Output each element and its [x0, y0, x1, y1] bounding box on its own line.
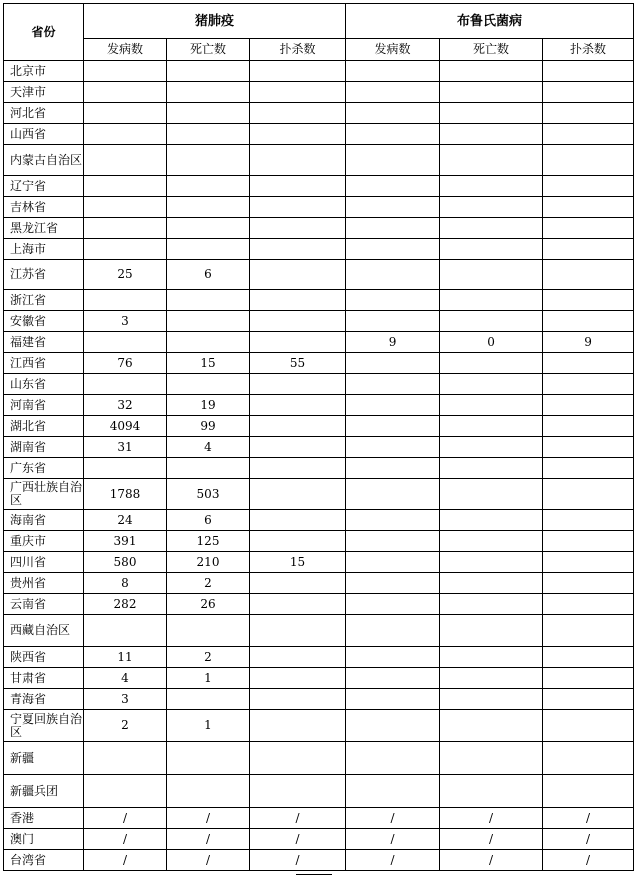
province-cell: 江苏省 — [4, 260, 84, 290]
province-cell: 黑龙江省 — [4, 218, 84, 239]
table-row — [4, 197, 634, 218]
table-row — [4, 850, 634, 871]
table-row — [4, 332, 634, 353]
value-cell — [84, 332, 167, 353]
table-row — [4, 218, 634, 239]
province-cell: 澳门 — [4, 829, 84, 850]
value-cell: / — [250, 829, 346, 850]
value-cell — [84, 458, 167, 479]
province-cell: 青海省 — [4, 689, 84, 710]
value-cell: / — [84, 829, 167, 850]
province-cell: 天津市 — [4, 82, 84, 103]
value-cell: / — [543, 850, 634, 871]
value-cell — [250, 103, 346, 124]
value-cell: / — [440, 850, 543, 871]
value-cell — [346, 176, 440, 197]
sub-header-culled: 扑杀数 — [250, 39, 346, 61]
province-cell: 陕西省 — [4, 647, 84, 668]
value-cell — [167, 176, 250, 197]
value-cell — [543, 353, 634, 374]
value-cell — [543, 710, 634, 742]
province-cell: 台湾省 — [4, 850, 84, 871]
value-cell — [167, 458, 250, 479]
table-row — [4, 808, 634, 829]
value-cell — [346, 290, 440, 311]
value-cell — [167, 61, 250, 82]
table-row — [4, 573, 634, 594]
value-cell: / — [440, 808, 543, 829]
value-cell: / — [543, 829, 634, 850]
table-row — [4, 145, 634, 176]
value-cell — [543, 594, 634, 615]
value-cell — [543, 260, 634, 290]
table-row — [4, 458, 634, 479]
province-cell: 广东省 — [4, 458, 84, 479]
value-cell — [250, 775, 346, 808]
value-cell — [250, 197, 346, 218]
value-cell: 15 — [250, 552, 346, 573]
table-row — [4, 260, 634, 290]
value-cell — [346, 458, 440, 479]
value-cell — [346, 239, 440, 260]
value-cell — [543, 103, 634, 124]
value-cell — [346, 647, 440, 668]
province-cell: 海南省 — [4, 510, 84, 531]
value-cell — [543, 458, 634, 479]
value-cell — [346, 82, 440, 103]
value-cell: / — [346, 829, 440, 850]
value-cell: 15 — [167, 353, 250, 374]
value-cell — [250, 239, 346, 260]
value-cell — [84, 124, 167, 145]
table-row — [4, 510, 634, 531]
province-cell: 贵州省 — [4, 573, 84, 594]
province-cell: 辽宁省 — [4, 176, 84, 197]
table-row — [4, 552, 634, 573]
table-row — [4, 647, 634, 668]
value-cell: 9 — [346, 332, 440, 353]
sub-header-cases: 发病数 — [346, 39, 440, 61]
province-cell: 上海市 — [4, 239, 84, 260]
value-cell — [440, 239, 543, 260]
value-cell — [250, 218, 346, 239]
value-cell — [84, 290, 167, 311]
value-cell — [250, 311, 346, 332]
value-cell — [440, 82, 543, 103]
value-cell — [346, 218, 440, 239]
value-cell — [440, 311, 543, 332]
value-cell — [346, 437, 440, 458]
table-row — [4, 103, 634, 124]
value-cell — [346, 615, 440, 647]
value-cell — [543, 124, 634, 145]
disease-table — [3, 3, 634, 871]
value-cell: 3 — [84, 689, 167, 710]
table-row — [4, 615, 634, 647]
table-row — [4, 82, 634, 103]
value-cell: 9 — [543, 332, 634, 353]
value-cell — [84, 197, 167, 218]
value-cell — [543, 689, 634, 710]
value-cell — [543, 145, 634, 176]
value-cell — [440, 615, 543, 647]
value-cell — [440, 145, 543, 176]
value-cell — [543, 775, 634, 808]
value-cell — [346, 374, 440, 395]
value-cell: / — [84, 808, 167, 829]
value-cell: / — [250, 850, 346, 871]
value-cell — [440, 374, 543, 395]
province-cell: 新疆兵团 — [4, 775, 84, 808]
value-cell: 3 — [84, 311, 167, 332]
value-cell — [84, 176, 167, 197]
value-cell: 503 — [167, 479, 250, 510]
value-cell — [167, 218, 250, 239]
value-cell — [440, 176, 543, 197]
value-cell: / — [167, 808, 250, 829]
value-cell — [440, 61, 543, 82]
table-row — [4, 416, 634, 437]
province-cell: 福建省 — [4, 332, 84, 353]
value-cell — [440, 416, 543, 437]
value-cell: 6 — [167, 510, 250, 531]
value-cell — [440, 510, 543, 531]
value-cell — [250, 668, 346, 689]
value-cell: 4 — [167, 437, 250, 458]
value-cell: / — [543, 808, 634, 829]
value-cell — [440, 775, 543, 808]
table-row — [4, 594, 634, 615]
value-cell: / — [84, 850, 167, 871]
value-cell — [250, 647, 346, 668]
value-cell — [84, 103, 167, 124]
value-cell — [440, 197, 543, 218]
table-row — [4, 176, 634, 197]
province-cell: 广西壮族自治区 — [4, 479, 84, 510]
value-cell — [440, 710, 543, 742]
value-cell — [543, 647, 634, 668]
value-cell — [346, 710, 440, 742]
value-cell — [440, 124, 543, 145]
value-cell — [543, 552, 634, 573]
table-row — [4, 290, 634, 311]
province-cell: 新疆 — [4, 742, 84, 775]
value-cell — [346, 594, 440, 615]
value-cell: / — [167, 850, 250, 871]
value-cell — [167, 124, 250, 145]
value-cell: 6 — [167, 260, 250, 290]
value-cell — [440, 290, 543, 311]
value-cell — [543, 82, 634, 103]
province-cell: 宁夏回族自治区 — [4, 710, 84, 742]
value-cell — [440, 573, 543, 594]
value-cell: 2 — [84, 710, 167, 742]
table-body — [4, 61, 634, 871]
value-cell — [543, 374, 634, 395]
value-cell — [346, 531, 440, 552]
table-row — [4, 689, 634, 710]
value-cell — [250, 82, 346, 103]
value-cell — [440, 103, 543, 124]
value-cell: 1788 — [84, 479, 167, 510]
value-cell — [440, 260, 543, 290]
value-cell — [250, 290, 346, 311]
value-cell: 4094 — [84, 416, 167, 437]
value-cell — [543, 742, 634, 775]
value-cell: 32 — [84, 395, 167, 416]
province-cell: 河南省 — [4, 395, 84, 416]
province-cell: 内蒙古自治区 — [4, 145, 84, 176]
value-cell — [84, 615, 167, 647]
value-cell — [440, 479, 543, 510]
value-cell: 24 — [84, 510, 167, 531]
table-row — [4, 710, 634, 742]
table-row — [4, 668, 634, 689]
province-column-header: 省份 — [4, 4, 84, 61]
value-cell — [346, 479, 440, 510]
value-cell — [84, 742, 167, 775]
value-cell — [84, 145, 167, 176]
value-cell — [250, 437, 346, 458]
value-cell: / — [346, 850, 440, 871]
value-cell — [167, 103, 250, 124]
province-cell: 湖南省 — [4, 437, 84, 458]
province-cell: 浙江省 — [4, 290, 84, 311]
value-cell — [250, 479, 346, 510]
value-cell — [543, 311, 634, 332]
value-cell — [250, 510, 346, 531]
value-cell: 26 — [167, 594, 250, 615]
value-cell — [440, 647, 543, 668]
value-cell — [543, 479, 634, 510]
province-cell: 甘肃省 — [4, 668, 84, 689]
province-cell: 山西省 — [4, 124, 84, 145]
table-header — [4, 4, 634, 61]
value-cell — [250, 594, 346, 615]
value-cell — [440, 531, 543, 552]
value-cell — [440, 742, 543, 775]
value-cell — [440, 594, 543, 615]
table-row — [4, 742, 634, 775]
sub-header-deaths: 死亡数 — [167, 39, 250, 61]
value-cell — [250, 395, 346, 416]
province-cell: 安徽省 — [4, 311, 84, 332]
province-cell: 西藏自治区 — [4, 615, 84, 647]
value-cell — [346, 775, 440, 808]
value-cell — [346, 124, 440, 145]
value-cell — [84, 218, 167, 239]
value-cell: 391 — [84, 531, 167, 552]
value-cell: / — [250, 808, 346, 829]
group-header-swine-pasteurellosis: 猪肺疫 — [84, 4, 346, 39]
table-row — [4, 437, 634, 458]
value-cell — [346, 668, 440, 689]
value-cell — [346, 103, 440, 124]
value-cell — [346, 61, 440, 82]
value-cell — [167, 689, 250, 710]
value-cell: 99 — [167, 416, 250, 437]
page-edge-mark — [296, 874, 332, 875]
value-cell — [543, 437, 634, 458]
province-cell: 香港 — [4, 808, 84, 829]
value-cell: 31 — [84, 437, 167, 458]
value-cell — [84, 775, 167, 808]
value-cell — [346, 416, 440, 437]
value-cell — [250, 742, 346, 775]
table-row — [4, 395, 634, 416]
value-cell — [84, 61, 167, 82]
value-cell — [440, 437, 543, 458]
table-row — [4, 239, 634, 260]
value-cell — [250, 145, 346, 176]
value-cell: 1 — [167, 710, 250, 742]
value-cell — [346, 573, 440, 594]
value-cell — [250, 573, 346, 594]
value-cell — [250, 260, 346, 290]
value-cell — [543, 668, 634, 689]
table-row — [4, 829, 634, 850]
value-cell — [346, 689, 440, 710]
value-cell — [440, 689, 543, 710]
value-cell — [167, 145, 250, 176]
value-cell: 580 — [84, 552, 167, 573]
value-cell — [440, 395, 543, 416]
value-cell — [543, 510, 634, 531]
value-cell — [167, 82, 250, 103]
value-cell: 25 — [84, 260, 167, 290]
table-row — [4, 775, 634, 808]
value-cell — [543, 197, 634, 218]
value-cell — [84, 82, 167, 103]
value-cell: / — [346, 808, 440, 829]
value-cell: 2 — [167, 647, 250, 668]
value-cell — [543, 416, 634, 437]
value-cell — [440, 668, 543, 689]
value-cell — [250, 710, 346, 742]
value-cell — [346, 552, 440, 573]
table-row — [4, 479, 634, 510]
value-cell — [250, 374, 346, 395]
value-cell — [543, 218, 634, 239]
value-cell: / — [167, 829, 250, 850]
value-cell — [167, 615, 250, 647]
value-cell: 0 — [440, 332, 543, 353]
value-cell — [84, 374, 167, 395]
value-cell — [440, 353, 543, 374]
value-cell — [543, 531, 634, 552]
value-cell — [167, 742, 250, 775]
province-cell: 河北省 — [4, 103, 84, 124]
value-cell — [440, 552, 543, 573]
value-cell — [346, 145, 440, 176]
value-cell — [250, 416, 346, 437]
value-cell — [543, 176, 634, 197]
value-cell — [167, 197, 250, 218]
value-cell — [250, 615, 346, 647]
value-cell — [543, 61, 634, 82]
sub-header-cases: 发病数 — [84, 39, 167, 61]
value-cell — [543, 395, 634, 416]
value-cell — [167, 332, 250, 353]
value-cell — [543, 239, 634, 260]
value-cell — [167, 290, 250, 311]
value-cell: / — [440, 829, 543, 850]
value-cell: 76 — [84, 353, 167, 374]
value-cell — [167, 311, 250, 332]
group-header-brucellosis: 布鲁氏菌病 — [346, 4, 634, 39]
province-cell: 湖北省 — [4, 416, 84, 437]
table-row — [4, 61, 634, 82]
value-cell — [250, 458, 346, 479]
province-cell: 四川省 — [4, 552, 84, 573]
value-cell — [543, 615, 634, 647]
value-cell — [543, 573, 634, 594]
value-cell — [346, 395, 440, 416]
province-cell: 北京市 — [4, 61, 84, 82]
value-cell — [440, 458, 543, 479]
value-cell — [250, 689, 346, 710]
sub-header-deaths: 死亡数 — [440, 39, 543, 61]
value-cell — [440, 218, 543, 239]
province-cell: 山东省 — [4, 374, 84, 395]
value-cell: 282 — [84, 594, 167, 615]
value-cell — [346, 742, 440, 775]
value-cell — [543, 290, 634, 311]
value-cell: 11 — [84, 647, 167, 668]
value-cell: 8 — [84, 573, 167, 594]
value-cell: 4 — [84, 668, 167, 689]
value-cell — [346, 260, 440, 290]
sub-header-culled: 扑杀数 — [543, 39, 634, 61]
value-cell: 1 — [167, 668, 250, 689]
value-cell — [346, 510, 440, 531]
value-cell — [167, 239, 250, 260]
province-cell: 江西省 — [4, 353, 84, 374]
value-cell — [250, 124, 346, 145]
table-row — [4, 124, 634, 145]
value-cell: 125 — [167, 531, 250, 552]
value-cell: 19 — [167, 395, 250, 416]
value-cell: 55 — [250, 353, 346, 374]
value-cell: 2 — [167, 573, 250, 594]
value-cell — [346, 311, 440, 332]
value-cell — [167, 775, 250, 808]
value-cell — [250, 531, 346, 552]
table-row — [4, 353, 634, 374]
value-cell — [167, 374, 250, 395]
province-cell: 重庆市 — [4, 531, 84, 552]
table-row — [4, 531, 634, 552]
value-cell — [346, 197, 440, 218]
value-cell — [346, 353, 440, 374]
value-cell — [84, 239, 167, 260]
value-cell: 210 — [167, 552, 250, 573]
table-row — [4, 374, 634, 395]
value-cell — [250, 61, 346, 82]
table-row — [4, 311, 634, 332]
province-cell: 云南省 — [4, 594, 84, 615]
province-cell: 吉林省 — [4, 197, 84, 218]
value-cell — [250, 176, 346, 197]
value-cell — [250, 332, 346, 353]
